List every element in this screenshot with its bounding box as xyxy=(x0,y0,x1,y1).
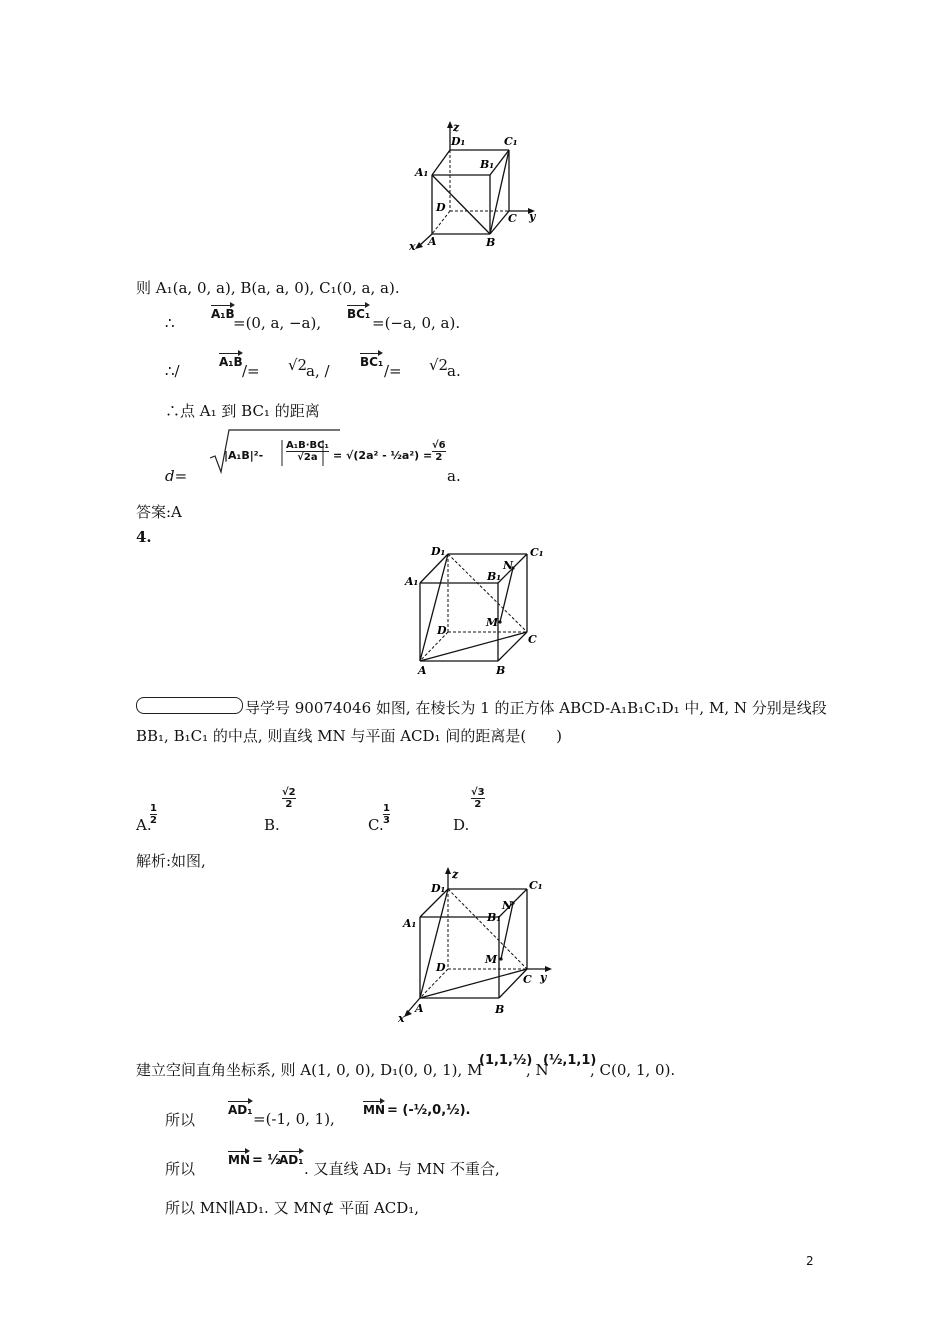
fig3-label-N: N xyxy=(502,899,513,912)
fig1-label-B1: B₁ xyxy=(480,158,495,171)
so2-vector-AD1: AD₁ xyxy=(279,1153,304,1167)
so1-vector-MN: MN xyxy=(363,1103,385,1117)
fig1-label-B: B xyxy=(486,236,496,249)
coords2-n-values: (½,1,1) xyxy=(543,1053,597,1068)
vector-BC1: BC₁ xyxy=(347,307,371,321)
d-frac-bottom: √2a xyxy=(297,452,318,463)
d-result-fraction xyxy=(432,440,446,463)
fig2-label-A1: A₁ xyxy=(405,575,419,588)
fig1-label-x: x xyxy=(409,240,416,253)
fig1-label-z: z xyxy=(453,121,460,134)
fig3-label-z: z xyxy=(452,868,459,881)
fig2-label-A: A xyxy=(418,664,427,677)
option-a-fraction[interactable] xyxy=(150,803,157,826)
norm-a-end: a. xyxy=(447,362,461,380)
vector-A1B: A₁B xyxy=(211,307,235,321)
fig3-label-C: C xyxy=(523,973,532,986)
option-b-top: √2 xyxy=(282,787,296,798)
guide-number-badge xyxy=(136,697,243,714)
fig3-label-A1: A₁ xyxy=(403,917,417,930)
fig2-label-C: C xyxy=(528,633,537,646)
fig2-label-N: N xyxy=(503,559,514,572)
option-c-fraction[interactable] xyxy=(383,803,390,826)
fig1-label-A: A xyxy=(428,235,437,248)
fig3-label-y: y xyxy=(540,971,547,984)
figure-cube-3 xyxy=(395,865,555,1030)
fig1-label-C: C xyxy=(508,212,517,225)
question-4-line-2: BB₁, B₁C₁ 的中点, 则直线 MN 与平面 ACD₁ 间的距离是( ) xyxy=(136,727,563,745)
fig2-label-C1: C₁ xyxy=(530,546,544,559)
figure-cube-2 xyxy=(400,543,550,678)
coords2-n-label: , N xyxy=(526,1061,549,1079)
d-a-end: a. xyxy=(447,467,461,485)
option-d-bottom: 2 xyxy=(474,799,482,810)
norm-a-comma: a, / xyxy=(306,362,330,380)
fig2-label-D: D xyxy=(437,624,447,637)
option-d-label[interactable]: D. xyxy=(453,816,470,834)
fig1-label-D1: D₁ xyxy=(451,135,466,148)
fig3-label-C1: C₁ xyxy=(529,879,543,892)
fig3-label-B: B xyxy=(495,1003,505,1016)
vector-BC1-value: =(−a, 0, a). xyxy=(372,314,461,332)
option-c-bottom: 3 xyxy=(383,815,390,826)
analysis-heading: 解析:如图, xyxy=(136,852,206,870)
fig2-label-M: M xyxy=(486,616,499,629)
norm-vector-BC1: BC₁ xyxy=(360,355,384,369)
so2-mid: = ½ xyxy=(252,1153,281,1168)
so1-value-2: = (-½,0,½). xyxy=(387,1103,471,1118)
option-d-fraction[interactable] xyxy=(471,787,485,810)
question-4-number: 4. xyxy=(136,528,152,546)
fig2-label-B1: B₁ xyxy=(487,570,502,583)
therefore-symbol-1: ∴ xyxy=(165,314,175,332)
option-b-label[interactable]: B. xyxy=(264,816,280,834)
option-a-bottom: 2 xyxy=(150,815,157,826)
fig3-label-D: D xyxy=(436,961,446,974)
norm-vector-A1B: A₁B xyxy=(219,355,243,369)
fig1-label-D: D xyxy=(436,201,446,214)
so3-text: 所以 MN∥AD₁. 又 MN⊄ 平面 ACD₁, xyxy=(165,1199,420,1217)
norm-eq-2: /= xyxy=(384,362,402,380)
norm-eq-1: /= xyxy=(242,362,260,380)
so1-vector-AD1: AD₁ xyxy=(228,1103,253,1117)
fig1-label-y: y xyxy=(529,210,536,223)
coords2-c-text: , C(0, 1, 0). xyxy=(590,1061,676,1079)
so1-value-1: =(-1, 0, 1), xyxy=(253,1110,335,1128)
norm-sqrt2-1: √2 xyxy=(288,356,308,374)
d-frac-top: A₁B·BC₁ xyxy=(286,440,329,451)
distance-intro: ∴点 A₁ 到 BC₁ 的距离 xyxy=(165,402,320,420)
option-d-top: √3 xyxy=(471,787,485,798)
figure-cube-1 xyxy=(405,118,555,253)
answer-q3: 答案:A xyxy=(136,503,182,521)
option-c-top: 1 xyxy=(383,803,390,814)
coords2-m-values: (1,1,½) xyxy=(479,1053,533,1068)
vector-A1B-value: =(0, a, −a), xyxy=(233,314,322,332)
d-result-bottom: 2 xyxy=(435,452,443,463)
option-a-label[interactable]: A. xyxy=(136,816,152,834)
fig3-label-D1: D₁ xyxy=(431,882,446,895)
fig2-label-B: B xyxy=(496,664,506,677)
d-label: d= xyxy=(165,467,188,485)
page-number: 2 xyxy=(806,1254,814,1268)
option-b-fraction[interactable] xyxy=(282,787,296,810)
so2-rest: . 又直线 AD₁ 与 MN 不重合, xyxy=(304,1160,500,1178)
d-equals-middle: = √(2a² - ½a²) = xyxy=(333,449,433,462)
norm-sqrt2-2: √2 xyxy=(429,356,449,374)
coords-line: 则 A₁(a, 0, a), B(a, a, 0), C₁(0, a, a). xyxy=(136,279,400,297)
option-a-top: 1 xyxy=(150,803,157,814)
d-inner-left: |A₁B|²- xyxy=(224,449,264,462)
coords2-text: 建立空间直角坐标系, 则 A(1, 0, 0), D₁(0, 0, 1), M xyxy=(136,1061,483,1079)
question-4-line-1: 导学号 90074046 如图, 在棱长为 1 的正方体 ABCD-A₁B₁C₁D₁ 中, M, N 分别是线段 xyxy=(245,699,827,717)
fig1-label-A1: A₁ xyxy=(415,166,429,179)
option-b-bottom: 2 xyxy=(285,799,293,810)
fig2-label-D1: D₁ xyxy=(431,545,446,558)
option-c-label[interactable]: C. xyxy=(368,816,384,834)
so1-prefix: 所以 xyxy=(165,1111,196,1129)
so2-vector-MN: MN xyxy=(228,1153,250,1167)
norm-prefix: ∴/ xyxy=(165,362,180,380)
fig3-label-M: M xyxy=(485,953,498,966)
fig3-label-x: x xyxy=(398,1012,405,1025)
fig1-label-C1: C₁ xyxy=(504,135,518,148)
so2-prefix: 所以 xyxy=(165,1160,196,1178)
d-inner-fraction xyxy=(286,440,329,463)
d-result-top: √6 xyxy=(432,440,446,451)
fig3-label-A: A xyxy=(415,1002,424,1015)
fig3-label-B1: B₁ xyxy=(487,911,502,924)
